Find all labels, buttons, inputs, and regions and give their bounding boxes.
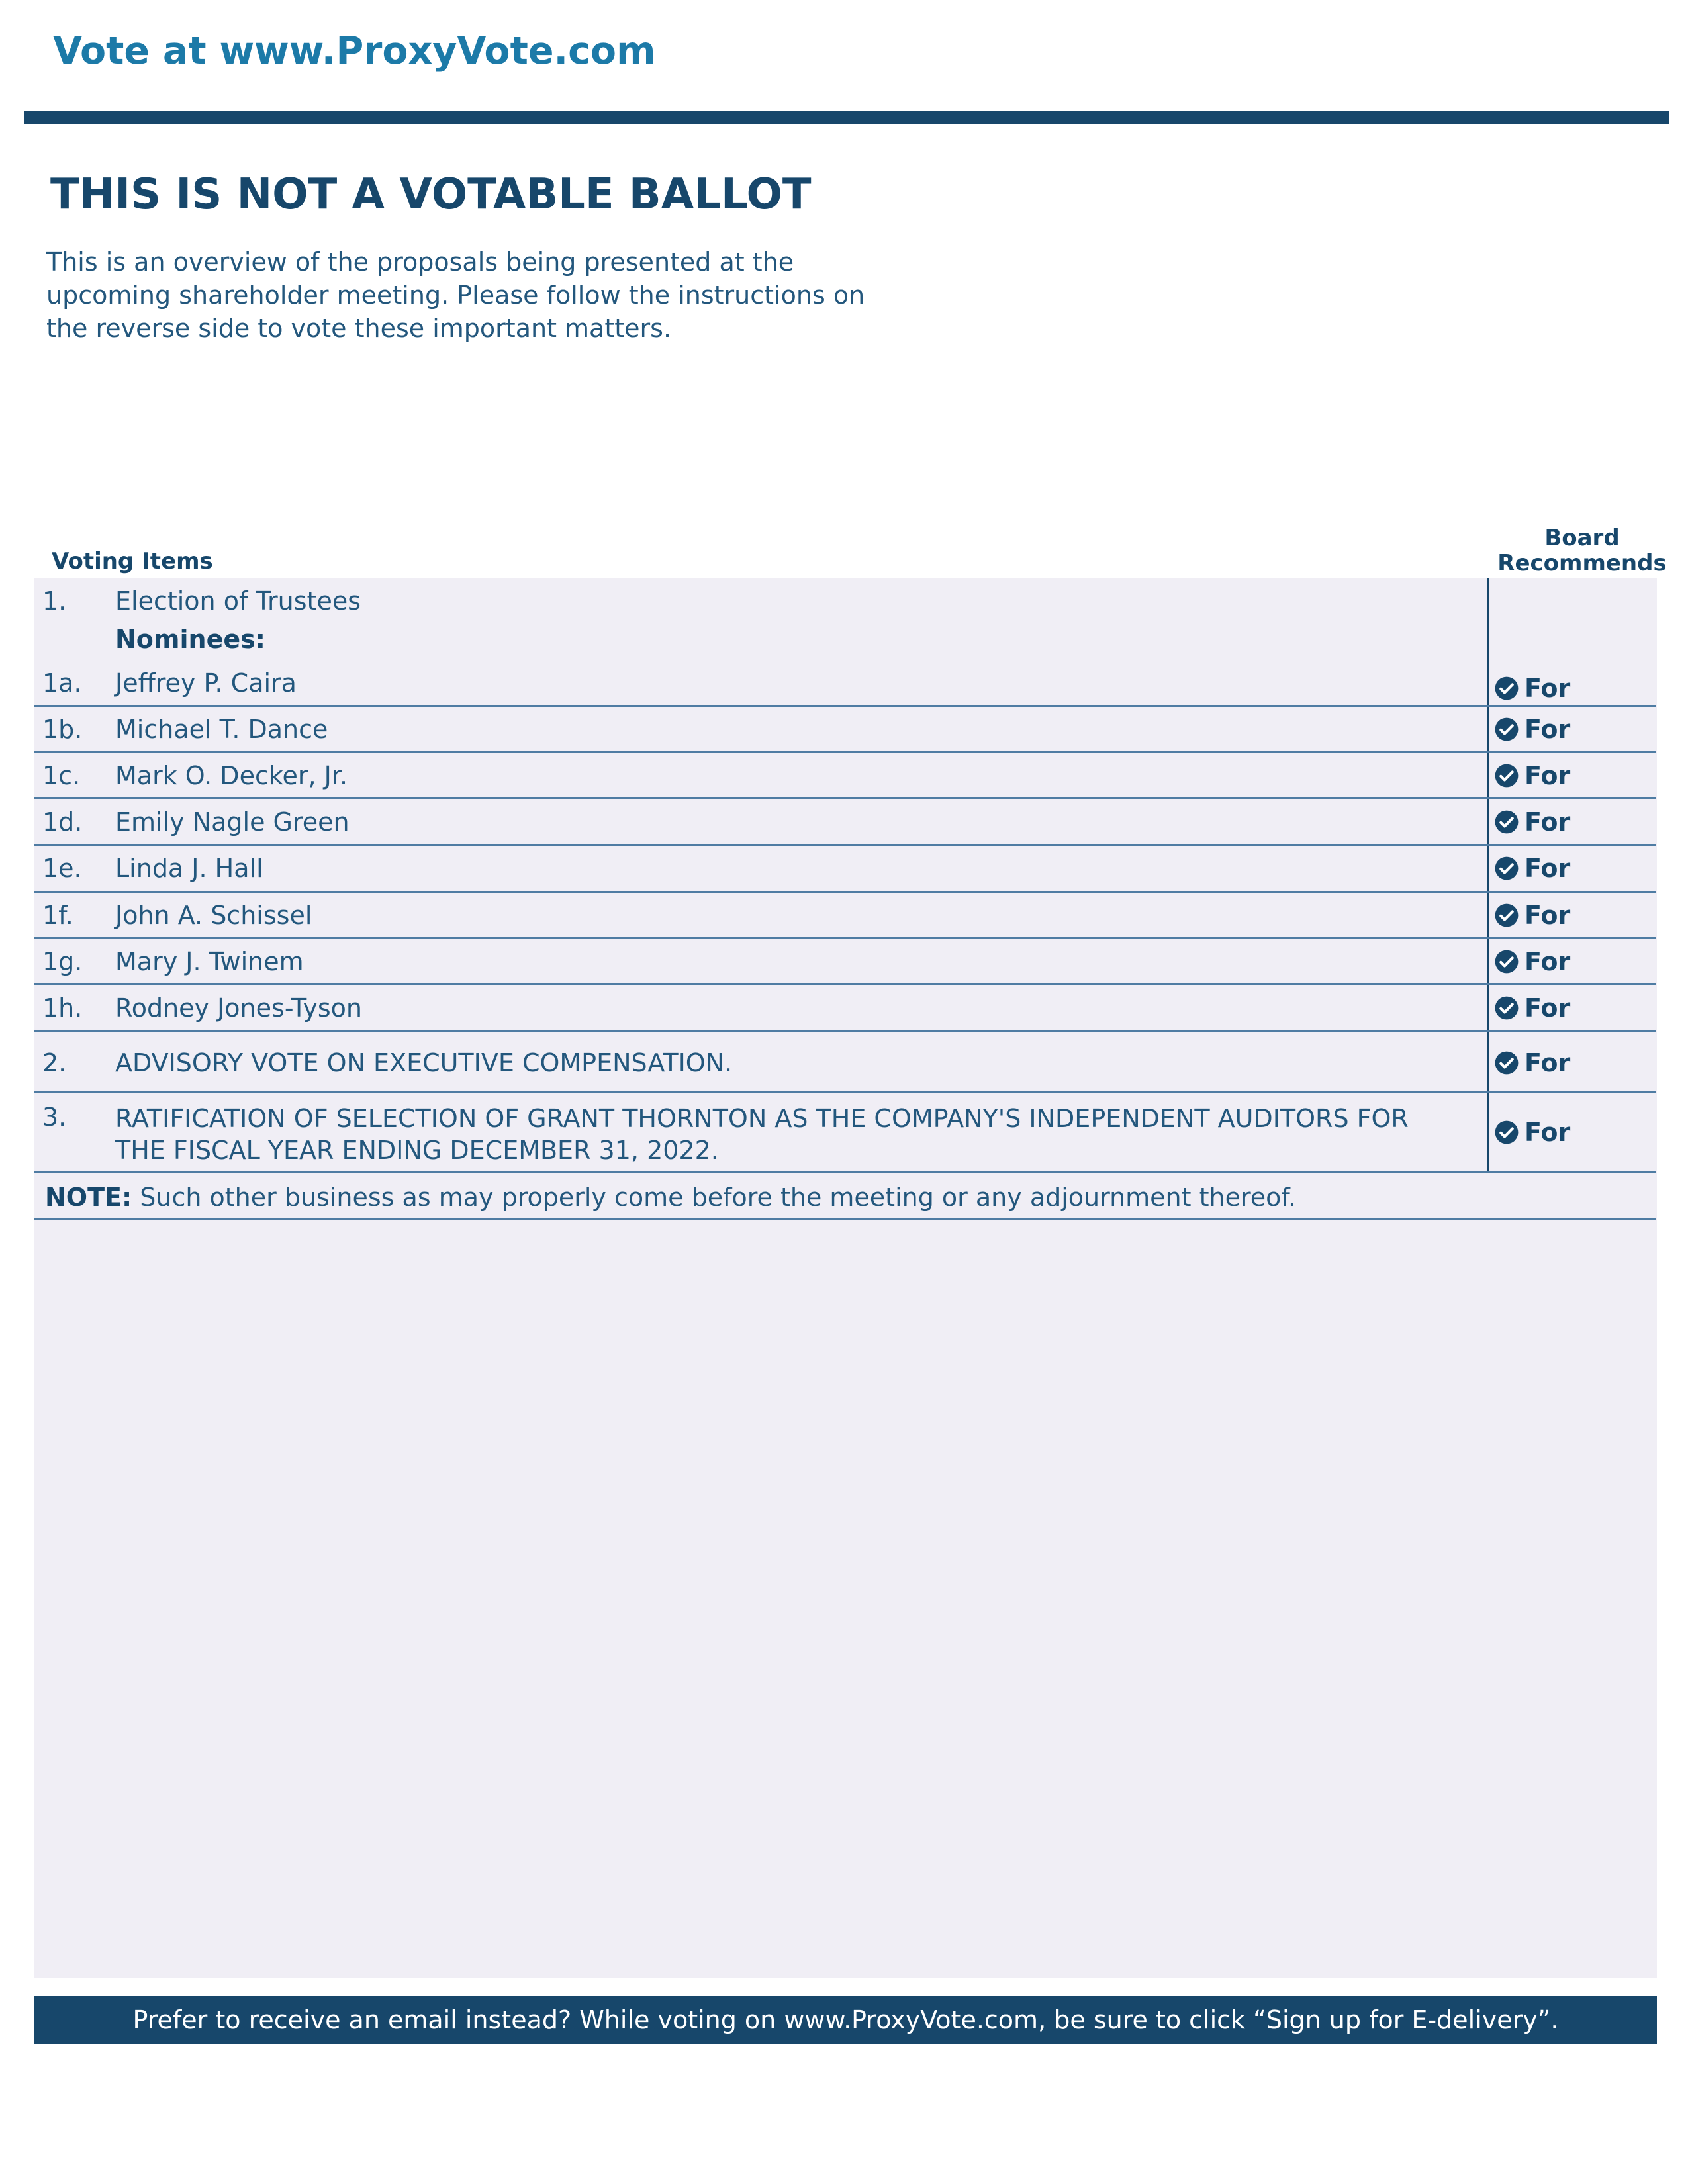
row-divider bbox=[34, 1030, 1656, 1032]
voting-items-header: Voting Items bbox=[52, 548, 213, 574]
nominee-name: Jeffrey P. Caira bbox=[115, 668, 297, 698]
row-divider bbox=[34, 844, 1656, 846]
nominee-name: Mark O. Decker, Jr. bbox=[115, 761, 348, 790]
recommendation-label: For bbox=[1524, 1118, 1571, 1147]
check-circle-icon bbox=[1494, 1120, 1519, 1145]
item-1-text: Election of Trustees bbox=[115, 586, 361, 615]
vote-site-title: Vote at www.ProxyVote.com bbox=[53, 29, 656, 73]
check-circle-icon bbox=[1494, 903, 1519, 928]
nominee-number: 1b. bbox=[42, 715, 83, 744]
check-circle-icon bbox=[1494, 856, 1519, 881]
note-label: NOTE: bbox=[45, 1183, 132, 1212]
check-circle-icon bbox=[1494, 949, 1519, 974]
board-recommendation bbox=[1494, 993, 1570, 1023]
proposal-number: 3. bbox=[42, 1103, 67, 1132]
nominee-name: Emily Nagle Green bbox=[115, 807, 350, 837]
recommendation-label: For bbox=[1524, 761, 1571, 790]
recommendation-label: For bbox=[1524, 807, 1571, 837]
edelivery-footer: Prefer to receive an email instead? While voting on www.ProxyVote.com, be sure to click “Sign up for E-delivery”. bbox=[34, 1996, 1657, 2044]
recommendation-label: For bbox=[1524, 674, 1571, 703]
recommendation-label: For bbox=[1524, 993, 1571, 1023]
nominee-name: Rodney Jones-Tyson bbox=[115, 993, 362, 1023]
note-text: Such other business as may properly come before the meeting or any adjournment thereof. bbox=[132, 1183, 1297, 1212]
proposal-number: 2. bbox=[42, 1048, 67, 1077]
recommendation-label: For bbox=[1524, 715, 1571, 744]
proposal-text: ADVISORY VOTE ON EXECUTIVE COMPENSATION. bbox=[115, 1048, 733, 1077]
check-circle-icon bbox=[1494, 717, 1519, 742]
not-votable-heading: THIS IS NOT A VOTABLE BALLOT bbox=[50, 170, 812, 219]
board-recommendation bbox=[1494, 807, 1570, 837]
check-circle-icon bbox=[1494, 809, 1519, 835]
board-recommends-line2: Recommends bbox=[1497, 550, 1667, 576]
nominee-name: John A. Schissel bbox=[115, 901, 312, 930]
board-recommendation bbox=[1494, 674, 1570, 703]
nominee-number: 1c. bbox=[42, 761, 81, 790]
nominee-name: Michael T. Dance bbox=[115, 715, 328, 744]
row-divider bbox=[34, 1091, 1656, 1093]
nominee-number: 1a. bbox=[42, 668, 82, 698]
row-divider bbox=[34, 983, 1656, 985]
nominee-name: Linda J. Hall bbox=[115, 854, 263, 883]
row-divider bbox=[34, 797, 1656, 799]
board-recommendation bbox=[1494, 947, 1570, 976]
nominee-number: 1d. bbox=[42, 807, 83, 837]
board-recommendation bbox=[1494, 1048, 1570, 1077]
check-circle-icon bbox=[1494, 763, 1519, 788]
check-circle-icon bbox=[1494, 995, 1519, 1021]
column-divider bbox=[1487, 578, 1489, 1172]
header-rule bbox=[24, 111, 1669, 124]
recommendation-label: For bbox=[1524, 901, 1571, 930]
check-circle-icon bbox=[1494, 676, 1519, 701]
nominee-number: 1f. bbox=[42, 901, 73, 930]
board-recommends-header bbox=[1483, 525, 1681, 576]
nominees-label: Nominees: bbox=[115, 625, 265, 654]
row-divider bbox=[34, 751, 1656, 753]
board-recommendation bbox=[1494, 854, 1570, 883]
note-line bbox=[45, 1183, 1296, 1212]
board-recommendation bbox=[1494, 715, 1570, 744]
row-divider bbox=[34, 1171, 1656, 1173]
intro-paragraph: This is an overview of the proposals being presented at the upcoming shareholder meeting. Please follow the instructions on the reverse side to vote these important matters. bbox=[46, 248, 865, 343]
check-circle-icon bbox=[1494, 1050, 1519, 1075]
row-divider bbox=[34, 891, 1656, 893]
nominee-number: 1e. bbox=[42, 854, 82, 883]
recommendation-label: For bbox=[1524, 1048, 1571, 1077]
row-divider bbox=[34, 705, 1656, 707]
board-recommendation bbox=[1494, 761, 1570, 790]
recommendation-label: For bbox=[1524, 947, 1571, 976]
board-recommendation bbox=[1494, 901, 1570, 930]
board-recommendation bbox=[1494, 1118, 1570, 1147]
row-divider bbox=[34, 1218, 1656, 1220]
recommendation-label: For bbox=[1524, 854, 1571, 883]
item-1-number: 1. bbox=[42, 586, 67, 615]
nominee-name: Mary J. Twinem bbox=[115, 947, 304, 976]
nominee-number: 1h. bbox=[42, 993, 83, 1023]
board-recommends-line1: Board bbox=[1544, 525, 1620, 551]
nominee-number: 1g. bbox=[42, 947, 83, 976]
row-divider bbox=[34, 937, 1656, 939]
proposal-text: RATIFICATION OF SELECTION OF GRANT THORNTON AS THE COMPANY'S INDEPENDENT AUDITORS FOR THE FISCAL YEAR ENDING DECEMBER 31, 2022. bbox=[115, 1104, 1409, 1165]
